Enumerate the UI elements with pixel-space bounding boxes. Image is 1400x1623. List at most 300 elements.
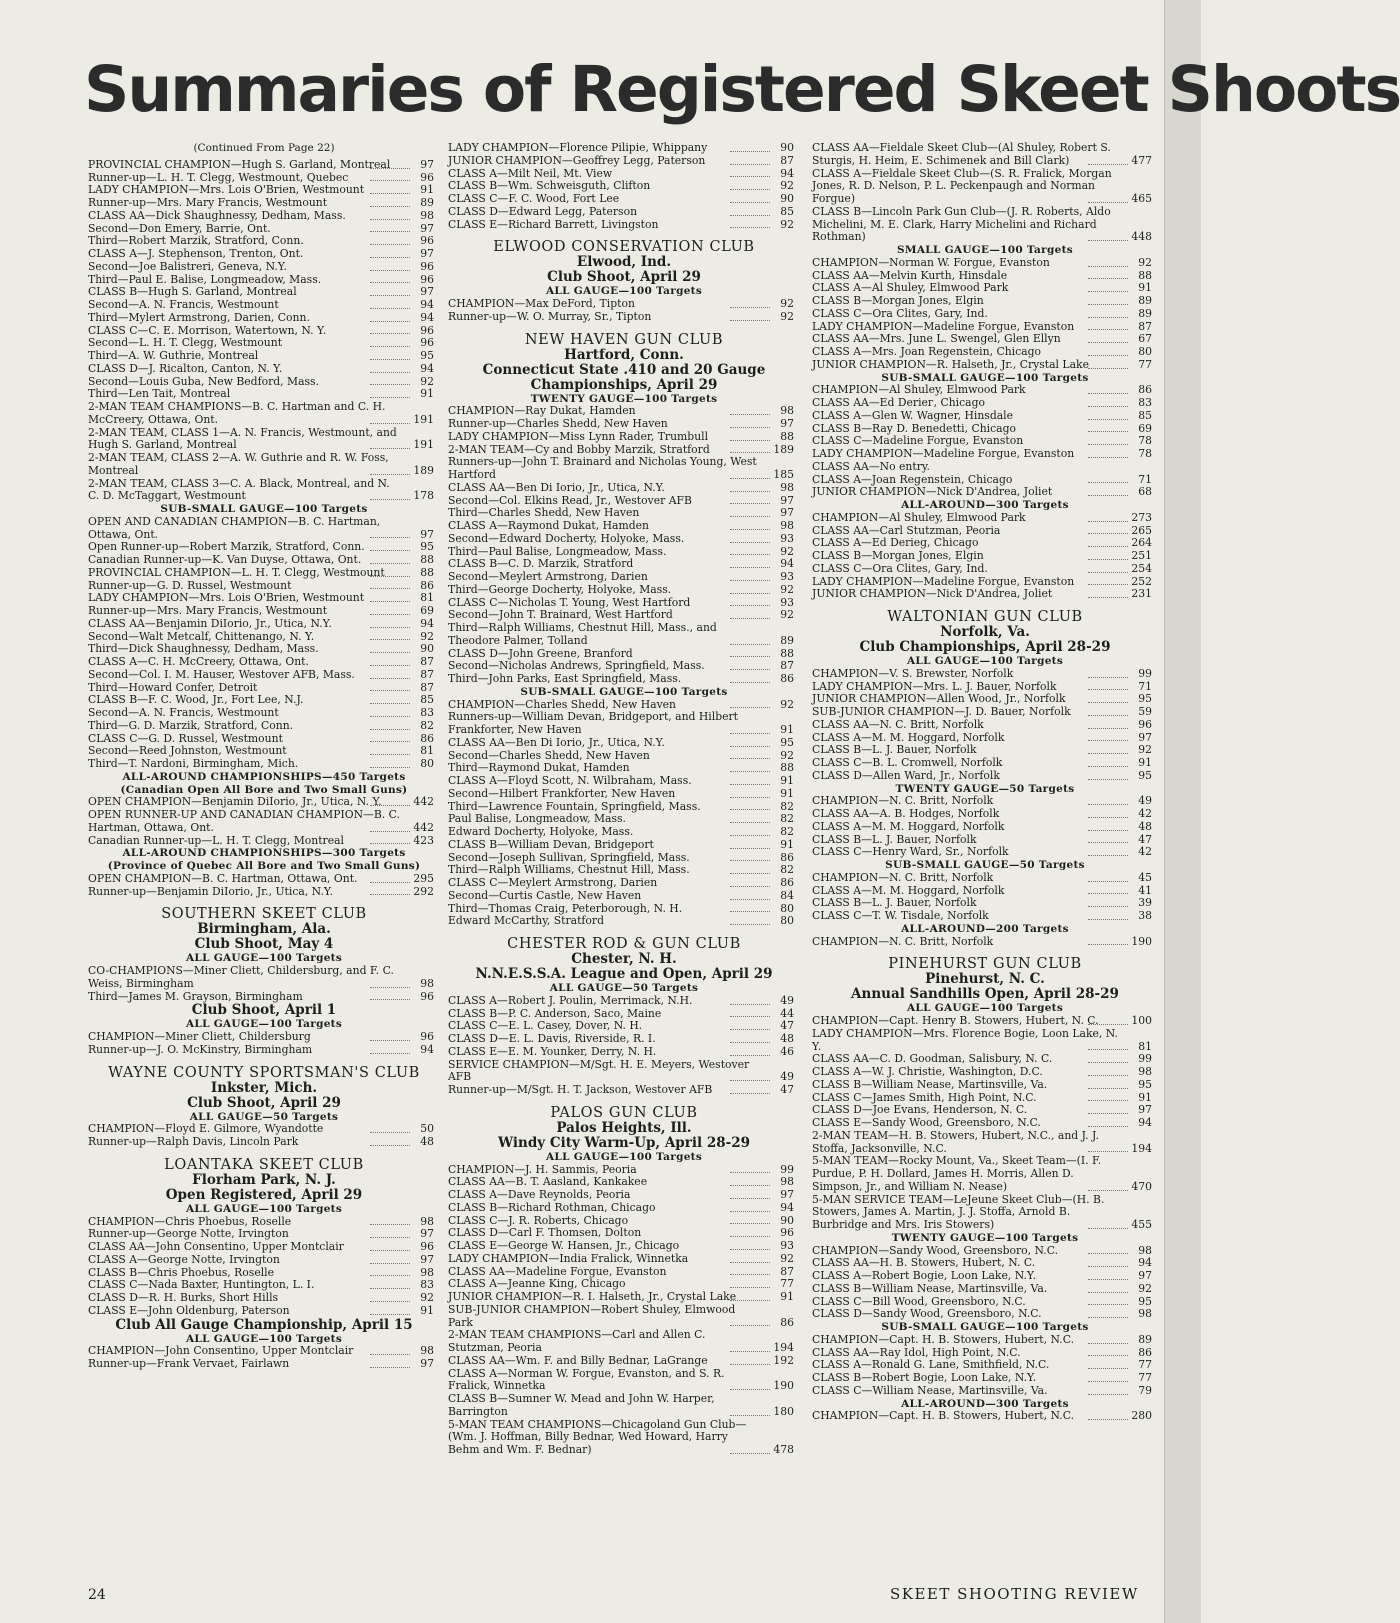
entry-text: SERVICE CHAMPION—M/Sgt. H. E. Meyers, Westover AFB	[448, 1057, 750, 1084]
leader-dots	[370, 499, 410, 500]
leader-dots	[370, 999, 410, 1000]
entry-text: CLASS B—Chris Phoebus, Roselle	[88, 1265, 275, 1279]
entry-score: 180	[773, 1404, 794, 1418]
result-entry	[812, 846, 1158, 859]
result-entry	[88, 991, 440, 1004]
entry-score: 265	[1131, 523, 1152, 537]
leader-dots	[1088, 1113, 1128, 1114]
leader-dots	[730, 1300, 770, 1301]
entry-text: CHAMPION—Max DeFord, Tipton	[448, 297, 635, 310]
entry-score: 77	[1138, 1358, 1152, 1372]
entry-score: 48	[780, 1032, 794, 1045]
leader-dots	[370, 397, 410, 398]
entry-text: CO-CHAMPIONS—Miner Cliett, Childersburg, and F. C. Weiss, Birmingham	[88, 964, 394, 990]
entry-score: 97	[420, 527, 434, 541]
entry-text: CLASS E—George W. Hansen, Jr., Chicago	[448, 1239, 680, 1252]
entry-text: Runner-up—George Notte, Irvington	[88, 1227, 289, 1241]
entry-text: CLASS A—Ronald G. Lane, Smithfield, N.C.	[812, 1358, 1050, 1372]
entry-text: CHAMPION—Sandy Wood, Greensboro, N.C.	[812, 1243, 1059, 1257]
entry-score: 91	[780, 723, 794, 736]
event-subheading: ALL GAUGE—100 Targets	[906, 655, 1064, 667]
club-name: CHESTER ROD & GUN CLUB	[507, 936, 741, 952]
entry-text: LADY CHAMPION—Mrs. Lois O'Brien, Westmount	[88, 591, 365, 605]
entry-score: 96	[420, 336, 434, 350]
entry-score: 264	[1131, 536, 1152, 550]
result-entry	[812, 486, 1158, 499]
entry-text: LADY CHAMPION—Florence Pilipie, Whippany	[448, 141, 708, 154]
entry-text: Third—Robert Marzik, Stratford, Conn.	[88, 234, 304, 248]
leader-dots	[370, 372, 410, 373]
leader-dots	[730, 1211, 770, 1212]
club-location: Pinehurst, N. C.	[925, 971, 1045, 988]
entry-score: 82	[780, 799, 794, 813]
entry-text: CLASS AA—Ben Di Iorio, Jr., Utica, N.Y.	[448, 480, 665, 494]
entry-score: 48	[1138, 819, 1152, 833]
event-subheading: (Province of Quebec All Bore and Two Small Guns)	[107, 860, 421, 872]
entry-score: 45	[1138, 870, 1152, 884]
entry-text: CLASS D—Carl F. Thomsen, Dolton	[448, 1226, 642, 1240]
entry-score: 92	[1138, 1281, 1152, 1295]
entry-score: 465	[1131, 192, 1152, 205]
entry-score: 94	[780, 1200, 794, 1214]
entry-score: 97	[780, 506, 794, 520]
entry-score: 292	[413, 884, 434, 898]
result-entry	[88, 516, 440, 542]
club-location: Palos Heights, Ill.	[556, 1119, 692, 1136]
event-subheading: ALL GAUGE—100 Targets	[545, 285, 703, 298]
entry-text: Runners-up—William Devan, Bridgeport, and Hilbert Frankforter, New Haven	[448, 710, 739, 736]
leader-dots	[730, 414, 770, 415]
entry-score: 93	[780, 595, 794, 609]
event-title: Windy City Warm-Up, April 28-29	[497, 1134, 750, 1151]
leader-dots	[730, 593, 770, 594]
leader-dots	[1088, 317, 1128, 318]
entry-text: OPEN AND CANADIAN CHAMPION—B. C. Hartman, Ottawa, Ont.	[88, 514, 381, 541]
leader-dots	[730, 1029, 770, 1030]
entry-text: Third—Thomas Craig, Peterborough, N. H.	[448, 901, 683, 915]
result-entry	[448, 1084, 800, 1097]
leader-dots	[730, 682, 770, 683]
entry-score: 94	[420, 361, 434, 375]
entry-text: CLASS AA—N. C. Britt, Norfolk	[812, 717, 984, 731]
entry-text: CLASS E—John Oldenburg, Paterson	[88, 1303, 290, 1317]
entry-score: 89	[1138, 1332, 1152, 1346]
entry-score: 92	[780, 297, 794, 310]
entry-text: CLASS A—W. J. Christie, Washington, D.C.	[812, 1065, 1043, 1078]
leader-dots	[370, 346, 410, 347]
event-title: N.N.E.S.S.A. League and Open, April 29	[475, 966, 773, 982]
leader-dots	[730, 427, 770, 428]
entry-text: CLASS B—Sumner W. Mead and John W. Harper, Barrington	[448, 1392, 715, 1418]
entry-score: 90	[780, 1213, 794, 1227]
club-name: WAYNE COUNTY SPORTSMAN'S CLUB	[108, 1064, 420, 1081]
entry-text: 2-MAN TEAM, CLASS 3—C. A. Black, Montreal, and N. C. D. McTaggart, Westmount	[88, 476, 390, 503]
leader-dots	[370, 882, 410, 883]
entry-text: CLASS A—M. M. Hoggard, Norfolk	[812, 730, 1005, 744]
leader-dots	[1088, 240, 1128, 241]
leader-dots	[1088, 906, 1128, 907]
result-entry	[88, 1358, 440, 1371]
entry-score: 97	[1138, 1103, 1152, 1117]
entry-text: Third—Mylert Armstrong, Darien, Conn.	[88, 310, 310, 324]
entry-text: JUNIOR CHAMPION—Nick D'Andrea, Joliet	[812, 485, 1053, 499]
leader-dots	[730, 529, 770, 530]
result-entry	[448, 1304, 800, 1330]
entry-text: JUNIOR CHAMPION—R. I. Halseth, Jr., Crystal Lake	[448, 1290, 737, 1303]
entry-score: 96	[420, 272, 434, 286]
leader-dots	[730, 784, 770, 785]
entry-text: CLASS AA—Ray Idol, High Point, N.C.	[812, 1345, 1021, 1359]
entry-score: 92	[780, 697, 794, 711]
entry-text: CHAMPION—Chris Phoebus, Roselle	[88, 1214, 292, 1228]
leader-dots	[730, 542, 770, 543]
leader-dots	[730, 202, 770, 203]
event-title: Club Shoot, May 4	[194, 936, 334, 953]
club-name: SOUTHERN SKEET CLUB	[161, 906, 367, 923]
leader-dots	[1088, 521, 1128, 522]
leader-dots	[730, 164, 770, 165]
entry-score: 92	[780, 748, 794, 762]
leader-dots	[370, 627, 410, 628]
entry-score: 90	[780, 141, 794, 154]
entry-text: Second—L. H. T. Clegg, Westmount	[88, 336, 283, 350]
event-subheading: ALL-AROUND—200 Targets	[901, 922, 1069, 935]
entry-score: 92	[1138, 255, 1152, 269]
entry-score: 98	[1138, 1065, 1152, 1078]
entry-score: 96	[420, 259, 434, 273]
leader-dots	[1088, 817, 1128, 818]
entry-score: 98	[420, 1265, 434, 1279]
entry-text: Runner-up—Frank Vervaet, Fairlawn	[88, 1357, 290, 1370]
leader-dots	[1088, 355, 1128, 356]
entry-text: CLASS A—Al Shuley, Elmwood Park	[812, 281, 1009, 295]
result-entry	[812, 910, 1158, 923]
entry-text: CLASS B—L. J. Bauer, Norfolk	[812, 743, 977, 757]
entry-score: 89	[420, 196, 434, 209]
entry-text: Third—Charles Shedd, New Haven	[448, 506, 640, 520]
entry-text: JUNIOR CHAMPION—Allen Wood, Jr., Norfolk	[812, 692, 1066, 706]
entry-score: 97	[420, 1227, 434, 1241]
entry-score: 86	[780, 672, 794, 685]
entry-score: 91	[1138, 756, 1152, 769]
entry-score: 49	[780, 1070, 794, 1084]
entry-score: 92	[420, 1291, 434, 1304]
entry-score: 71	[1138, 679, 1152, 693]
leader-dots	[370, 474, 410, 475]
entry-score: 86	[780, 850, 794, 864]
result-entry	[88, 427, 440, 453]
event-subheading: SUB-SMALL GAUGE—50 Targets	[885, 859, 1085, 871]
entry-text: Second—Walt Metcalf, Chittenango, N. Y.	[88, 629, 315, 643]
entry-text: CLASS E—E. M. Younker, Derry, N. H.	[448, 1044, 657, 1058]
entry-text: Second—A. N. Francis, Westmount	[88, 298, 279, 311]
column-1	[88, 142, 440, 1371]
leader-dots	[370, 1053, 410, 1054]
leader-dots	[370, 987, 410, 988]
leader-dots	[1088, 342, 1128, 343]
adjacent-page-edge	[1164, 0, 1201, 1623]
entry-score: 96	[420, 1240, 434, 1253]
entry-score: 82	[780, 812, 794, 826]
entry-score: 189	[413, 463, 434, 477]
entry-score: 88	[1138, 268, 1152, 282]
entry-score: 98	[420, 976, 434, 990]
event-title: Connecticut State .410 and 20 Gauge Championships, April 29	[482, 361, 766, 393]
leader-dots	[730, 899, 770, 900]
entry-score: 91	[780, 774, 794, 787]
entry-text: Third—Len Tait, Montreal	[88, 387, 231, 401]
club-location: Florham Park, N. J.	[192, 1171, 336, 1188]
leader-dots	[1088, 1049, 1128, 1050]
entry-text: CLASS AA—Madeline Forgue, Evanston	[448, 1264, 667, 1278]
entry-text: Second—Edward Docherty, Holyoke, Mass.	[448, 531, 685, 545]
entry-score: 77	[1138, 357, 1152, 371]
entry-score: 191	[413, 412, 434, 426]
leader-dots	[730, 452, 770, 453]
entry-text: CLASS C—Nada Baxter, Huntington, L. I.	[88, 1278, 315, 1292]
entry-score: 91	[1138, 1090, 1152, 1104]
entry-score: 96	[420, 1030, 434, 1043]
leader-dots	[1088, 406, 1128, 407]
leader-dots	[1088, 278, 1128, 279]
entry-score: 89	[1138, 294, 1152, 307]
leader-dots	[370, 295, 410, 296]
entry-score: 92	[1138, 743, 1152, 757]
result-entry	[448, 1393, 800, 1419]
entry-score: 95	[1138, 768, 1152, 782]
result-entry	[88, 835, 440, 848]
entry-text: Third—Lawrence Fountain, Springfield, Mass.	[448, 799, 701, 813]
leader-dots	[370, 1275, 410, 1276]
result-entry	[88, 1305, 440, 1318]
leader-dots	[370, 588, 410, 589]
entry-text: Runners-up—John T. Brainard and Nicholas Young, West Hartford	[448, 455, 757, 481]
entry-score: 98	[1138, 1243, 1152, 1257]
entry-score: 90	[420, 642, 434, 656]
leader-dots	[1088, 266, 1128, 267]
entry-score: 78	[1138, 447, 1152, 460]
entry-score: 98	[420, 1344, 434, 1358]
entry-text: CHAMPION—Charles Shedd, New Haven	[448, 697, 677, 711]
entry-text: CLASS D—R. H. Burks, Short Hills	[88, 1291, 279, 1304]
entry-text: Second—Louis Guba, New Bedford, Mass.	[88, 374, 320, 388]
leader-dots	[730, 503, 770, 504]
entry-text: CLASS AA—Benjamin DiIorio, Jr., Utica, N.Y.	[88, 616, 332, 630]
entry-score: 49	[780, 993, 794, 1007]
leader-dots	[1088, 597, 1128, 598]
leader-dots	[370, 741, 410, 742]
leader-dots	[730, 176, 770, 177]
entry-score: 92	[780, 217, 794, 231]
leader-dots	[1088, 419, 1128, 420]
entry-text: CLASS B—Ray D. Benedetti, Chicago	[812, 421, 1017, 435]
entry-text: 2-MAN TEAM CHAMPIONS—B. C. Hartman and C. H. McCreery, Ottawa, Ont.	[88, 400, 386, 426]
result-entry	[812, 1410, 1158, 1423]
entry-score: 100	[1131, 1014, 1152, 1027]
event-subheading: ALL-AROUND CHAMPIONSHIPS—450 Targets	[122, 770, 406, 783]
entry-text: Second—Meylert Armstrong, Darien	[448, 570, 648, 583]
leader-dots	[370, 678, 410, 679]
leader-dots	[1088, 533, 1128, 534]
leader-dots	[730, 771, 770, 772]
result-entry	[812, 1194, 1158, 1232]
entry-text: CLASS D—John Greene, Branford	[448, 646, 633, 660]
leader-dots	[1088, 457, 1128, 458]
entry-score: 98	[420, 208, 434, 222]
entry-text: Runner-up—Benjamin DiIorio, Jr., Utica, N.Y.	[88, 884, 334, 898]
entry-score: 87	[420, 667, 434, 681]
leader-dots	[370, 231, 410, 232]
leader-dots	[1088, 1419, 1128, 1420]
entry-text: CHAMPION—J. H. Sammis, Peoria	[448, 1162, 637, 1176]
result-entry	[448, 1368, 800, 1394]
leader-dots	[1088, 1368, 1128, 1369]
event-subheading: ALL-AROUND—300 Targets	[901, 1397, 1069, 1410]
entry-text: CLASS C—F. C. Wood, Fort Lee	[448, 192, 620, 205]
leader-dots	[730, 1080, 770, 1081]
entry-score: 94	[420, 310, 434, 324]
leader-dots	[370, 1301, 410, 1302]
entry-text: CLASS C—Nicholas T. Young, West Hartford	[448, 595, 691, 609]
leader-dots	[1088, 753, 1128, 754]
entry-score: 191	[413, 438, 434, 452]
entry-text: CLASS AA—A. B. Hodges, Norfolk	[812, 807, 1000, 820]
entry-text: Second—Joe Balistreri, Geneva, N.Y.	[88, 259, 287, 273]
leader-dots	[1088, 1088, 1128, 1089]
entry-text: LADY CHAMPION—Mrs. Lois O'Brien, Westmount	[88, 183, 365, 197]
result-entry	[812, 936, 1158, 949]
entry-text: Third—Paul E. Balise, Longmeadow, Mass.	[88, 272, 322, 286]
result-entry	[448, 673, 800, 686]
entry-score: 295	[413, 871, 434, 885]
result-entry	[88, 1044, 440, 1057]
event-subheading: SMALL GAUGE—100 Targets	[897, 244, 1073, 256]
entry-score: 94	[420, 1042, 434, 1056]
leader-dots	[730, 1287, 770, 1288]
result-entry	[88, 452, 440, 478]
entry-score: 44	[780, 1006, 794, 1020]
entry-score: 92	[780, 582, 794, 596]
entry-text: CLASS B—L. J. Bauer, Norfolk	[812, 832, 977, 846]
entry-text: CLASS E—Richard Barrett, Livingston	[448, 217, 659, 231]
entry-text: CLASS A—Milt Neil, Mt. View	[448, 166, 613, 180]
entry-score: 254	[1131, 561, 1152, 575]
entry-score: 95	[780, 735, 794, 749]
leader-dots	[1088, 842, 1128, 843]
entry-score: 92	[780, 1251, 794, 1265]
entry-text: Second—Nicholas Andrews, Springfield, Mass.	[448, 659, 705, 673]
entry-score: 85	[1138, 408, 1152, 422]
entry-score: 98	[780, 404, 794, 418]
leader-dots	[1088, 689, 1128, 690]
entry-text: CLASS A—Norman W. Forgue, Evanston, and S. R. Fralick, Winnetka	[448, 1366, 725, 1393]
entry-text: CLASS A—Ed Derieg, Chicago	[812, 536, 979, 550]
leader-dots	[1088, 1100, 1128, 1101]
entry-score: 86	[1138, 1345, 1152, 1359]
club-location: Norfolk, Va.	[940, 624, 1030, 640]
entry-score: 97	[1138, 1269, 1152, 1282]
entry-score: 91	[420, 183, 434, 197]
entry-score: 81	[420, 744, 434, 758]
leader-dots	[370, 257, 410, 258]
entry-text: 5-MAN TEAM—Rocky Mount, Va., Skeet Team—(I. F. Purdue, P. H. Dollard, James H. Morris, Allen D. Simpson, Jr., and William N. Nease)	[812, 1154, 1102, 1193]
leader-dots	[730, 1351, 770, 1352]
leader-dots	[370, 537, 410, 538]
entry-score: 93	[780, 1239, 794, 1252]
entry-text: CLASS A—Glen W. Wagner, Hinsdale	[812, 408, 1014, 422]
entry-text: CLASS A—Mrs. Joan Regenstein, Chicago	[812, 345, 1042, 358]
club-name: PINEHURST GUN CLUB	[888, 956, 1082, 973]
entry-score: 49	[1138, 794, 1152, 808]
leader-dots	[370, 576, 410, 577]
entry-text: Edward McCarthy, Stratford	[448, 914, 605, 928]
entry-text: Runner-up—L. H. T. Clegg, Westmount, Quebec	[88, 170, 349, 184]
leader-dots	[1088, 715, 1128, 716]
entry-score: 83	[420, 1278, 434, 1292]
result-entry	[812, 1130, 1158, 1156]
result-entry	[448, 1419, 800, 1457]
continuation-note: (Continued From Page 22)	[193, 142, 335, 154]
entry-text: PROVINCIAL CHAMPION—Hugh S. Garland, Montreal	[88, 157, 391, 171]
leader-dots	[370, 384, 410, 385]
entry-score: 477	[1131, 153, 1152, 167]
leader-dots	[730, 151, 770, 152]
leader-dots	[1088, 1024, 1128, 1025]
leader-dots	[730, 1453, 770, 1454]
leader-dots	[1088, 1394, 1128, 1395]
leader-dots	[730, 440, 770, 441]
leader-dots	[730, 886, 770, 887]
entry-score: 280	[1131, 1409, 1152, 1423]
leader-dots	[730, 873, 770, 874]
club-name: PALOS GUN CLUB	[550, 1104, 698, 1121]
leader-dots	[730, 1325, 770, 1326]
leader-dots	[730, 669, 770, 670]
entry-score: 97	[1138, 730, 1152, 744]
leader-dots	[1088, 1075, 1128, 1076]
leader-dots	[730, 1093, 770, 1094]
entry-text: CLASS AA—B. T. Aasland, Kankakee	[448, 1175, 648, 1189]
entry-text: CLASS C—Meylert Armstrong, Darien	[448, 876, 658, 889]
club-name: ELWOOD CONSERVATION CLUB	[493, 239, 755, 256]
entry-score: 94	[780, 166, 794, 180]
entry-text: Open Runner-up—Robert Marzik, Stratford, Conn.	[88, 540, 365, 554]
entry-score: 97	[420, 1357, 434, 1370]
entry-text: CLASS A—George Notte, Irvington	[88, 1252, 280, 1266]
leader-dots	[730, 567, 770, 568]
leader-dots	[370, 282, 410, 283]
entry-score: 96	[420, 170, 434, 184]
entry-score: 88	[780, 429, 794, 443]
page-title: Summaries of Registered Skeet Shoots	[84, 53, 1400, 126]
leader-dots	[730, 580, 770, 581]
entry-text: CHAMPION—N. C. Britt, Norfolk	[812, 794, 994, 808]
club-location: Elwood, Ind.	[576, 254, 672, 271]
entry-text: CHAMPION—Ray Dukat, Hamden	[448, 404, 636, 418]
entry-score: 91	[780, 786, 794, 800]
entry-text: CLASS AA—C. D. Goodman, Salisbury, N. C.	[812, 1052, 1053, 1066]
entry-score: 59	[1138, 705, 1152, 718]
entry-text: LADY CHAMPION—Madeline Forgue, Evanston	[812, 574, 1075, 588]
leader-dots	[730, 1364, 770, 1365]
leader-dots	[370, 1367, 410, 1368]
leader-dots	[370, 180, 410, 181]
result-entry	[88, 1136, 440, 1149]
entry-text: CLASS A—Dave Reynolds, Peoria	[448, 1188, 631, 1201]
entry-text: OPEN RUNNER-UP AND CANADIAN CHAMPION—B. C. Hartman, Ottawa, Ont.	[88, 808, 400, 834]
entry-score: 87	[420, 655, 434, 668]
leader-dots	[730, 1262, 770, 1263]
